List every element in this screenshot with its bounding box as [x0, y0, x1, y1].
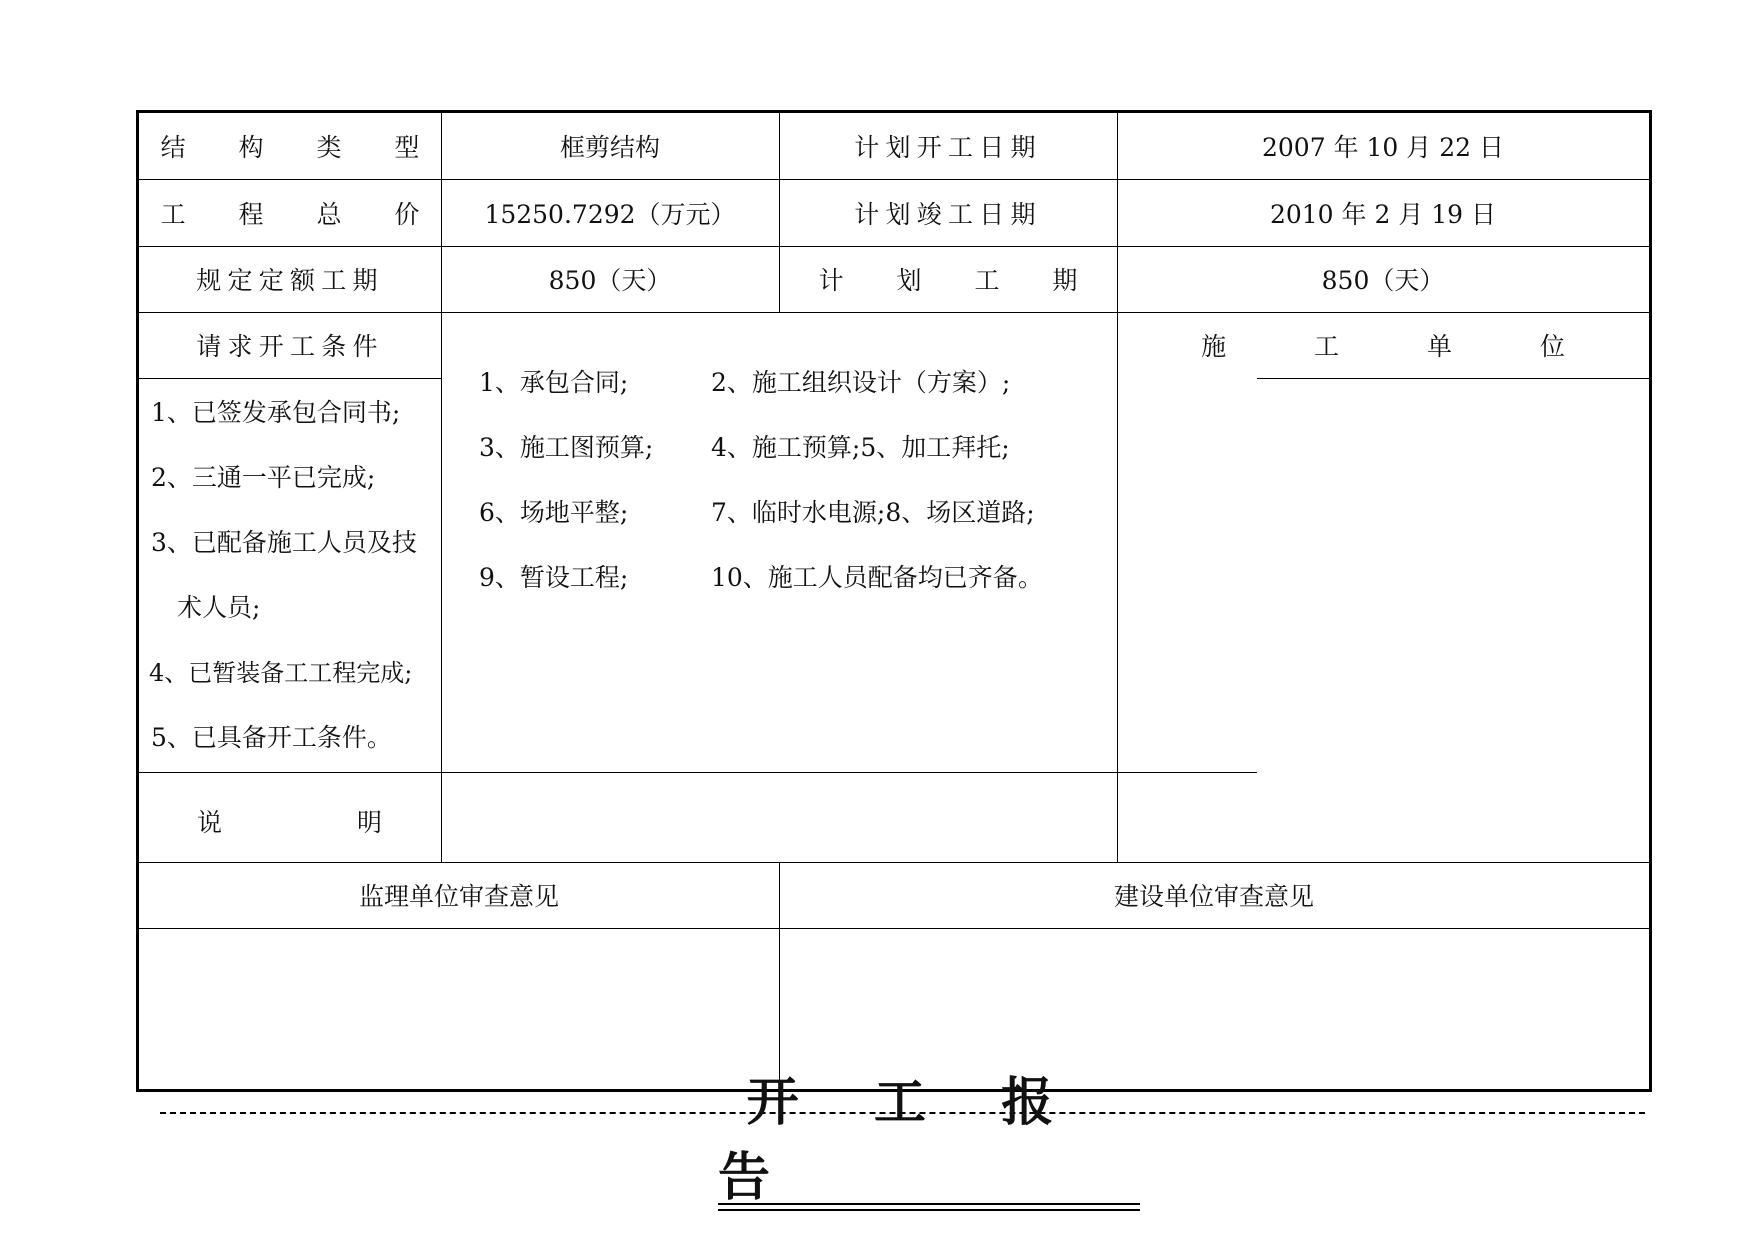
notes-label-left: 说	[197, 808, 223, 837]
structure-type-value: 框剪结构	[559, 133, 660, 162]
condition-item: 4、已暂装备工工程完成;	[149, 659, 413, 687]
condition-item: 3、已配备施工人员及技	[151, 528, 417, 557]
total-cost-label: 工 程 总 价	[160, 199, 442, 229]
construction-unit-field[interactable]	[1118, 379, 1649, 862]
planned-completion-value: 2010 年 2 月 19 日	[1269, 199, 1497, 229]
planned-period-label: 计 划 工 期	[818, 266, 1100, 295]
report-form-table	[136, 110, 1652, 1092]
planned-start-label: 计划开工日期	[854, 133, 1042, 162]
requirement-item: 10、施工人员配备均已齐备。	[711, 563, 1043, 592]
requirement-item: 7、临时水电源;8、场区道路;	[711, 498, 1035, 527]
supervision-review-label: 监理单位审查意见	[358, 882, 559, 911]
title-underline	[718, 1209, 1140, 1211]
requirement-item: 6、场地平整;	[479, 498, 629, 527]
condition-item: 术人员;	[177, 593, 261, 622]
start-conditions-label: 请求开工条件	[196, 332, 384, 361]
requirement-item: 3、施工图预算;	[479, 433, 654, 462]
condition-item: 5、已具备开工条件。	[151, 723, 392, 752]
quota-period-value: 850（天）	[548, 266, 672, 295]
requirement-item: 1、承包合同;	[479, 368, 629, 397]
planned-period-value: 850（天）	[1321, 266, 1445, 295]
requirement-item: 4、施工预算;5、加工拜托;	[711, 433, 1010, 462]
supervision-review-field[interactable]	[139, 929, 779, 1089]
row-divider	[139, 378, 441, 379]
notes-field[interactable]	[442, 773, 1117, 862]
planned-completion-label: 计划竣工日期	[854, 199, 1042, 229]
condition-item: 2、三通一平已完成;	[151, 463, 376, 492]
structure-type-label: 结 构 类 型	[160, 133, 442, 162]
planned-start-value: 2007 年 10 月 22 日	[1262, 133, 1504, 162]
quota-period-label: 规定定额工期	[196, 266, 384, 295]
total-cost-value: 15250.7292（万元）	[484, 199, 736, 229]
owner-review-label: 建设单位审查意见	[1113, 882, 1314, 911]
notes-label-right: 明	[357, 808, 383, 837]
requirement-item: 9、暂设工程;	[479, 563, 629, 592]
title-underline	[718, 1203, 1140, 1205]
requirement-item: 2、施工组织设计（方案）;	[711, 368, 1011, 397]
condition-item: 1、已签发承包合同书;	[151, 398, 401, 427]
report-title: 开 工 报 告	[718, 1073, 1082, 1208]
construction-unit-label: 施 工 单 位	[1201, 332, 1605, 361]
